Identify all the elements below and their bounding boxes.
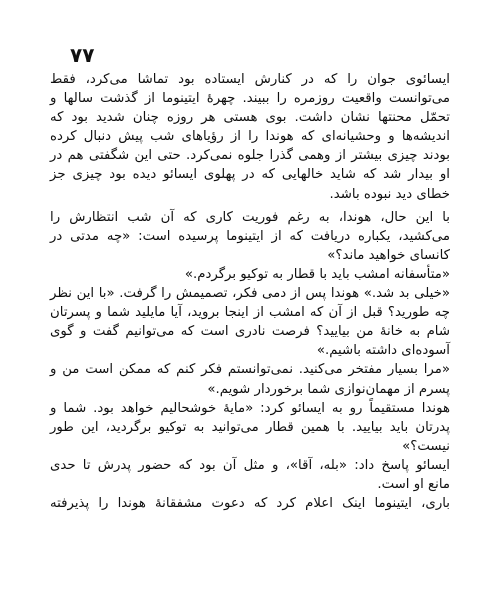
paragraph	[50, 399, 450, 456]
text-line: اندیشه‌ها و وحشیانه‌ای که هوندا را از رؤیاهای شب پیش دنبال کرده	[50, 129, 450, 145]
text-line: نیست؟»	[402, 438, 450, 454]
text-line: می‌کشید، یکباره دریافت که از ایتینوما پرسیده است: «چه مدتی در	[50, 228, 450, 244]
paragraph	[50, 284, 450, 360]
text-line: او بیدار شد که شاید خالهایی که در پهلوی ایسائو دیده بود چیزی جز	[50, 167, 450, 183]
text-line: مانع او است.	[377, 476, 450, 492]
text-line: هوندا مستقیماً رو به ایسائو کرد: «مایهٔ خوشحالیم خواهد بود. شما و	[50, 400, 450, 416]
text-line: چه طورید؟ قبل از آن که امشب از اینجا بروید، آیا مایلید شما و پسرتان	[50, 305, 450, 321]
text-line: تحمّل محنتها نشان داشت. بوی هستی هر روزه چنان شدید بود که	[50, 110, 450, 126]
text-line: کانسای خواهید ماند؟»	[327, 247, 450, 263]
paragraph	[50, 70, 450, 204]
text-line: خطای دید نبوده باشد.	[329, 186, 450, 202]
text-line: پدرتان باید بیایید. با همین قطار می‌توانید به توکیو برگردید، این طور	[50, 419, 450, 435]
text-line: ایسائو پاسخ داد: «بله، آقا»، و مثل آن بود که حضور پدرش تا حدی	[50, 457, 450, 473]
text-line: باری، ایتینوما اینک اعلام کرد که دعوت مشفقانهٔ هوندا را پذیرفته	[50, 496, 450, 512]
text-line: شام به خانهٔ من بیایید؟ فرصت نادری است که می‌توانیم گفت و گوی	[50, 324, 450, 340]
text-line: آسوده‌ای داشته باشیم.»	[316, 343, 450, 359]
text-line: با این حال، هوندا، به رغم فوریت کاری که آن شب انتظارش را	[50, 209, 450, 225]
paragraph	[50, 456, 450, 494]
paragraph	[50, 208, 450, 265]
text-line: «خیلی بد شد.» هوندا پس از دمی فکر، تصمیمش را گرفت. «با این نظر	[50, 286, 450, 302]
text-line: «متأسفانه امشب باید با قطار به توکیو برگردم.»	[184, 266, 450, 282]
paragraph	[50, 360, 450, 398]
body-text	[50, 70, 450, 513]
text-line: «مرا بسیار مفتخر می‌کنید. نمی‌توانستم فکر کنم که ممکن است من و	[50, 362, 450, 378]
text-line: می‌توانست واقعیت روزمره را ببیند. چهرهٔ ایتینوما از گذشت سالها و	[50, 91, 450, 107]
paragraph	[50, 265, 450, 284]
text-line: پسرم از مهمان‌نوازی شما برخوردار شویم.»	[207, 381, 450, 397]
text-line: بودند چیزی بیشتر از وهمی گذرا جلوه نمی‌کرد. حتی این شگفتی هم در	[50, 148, 450, 164]
page-number: ۷۷	[70, 43, 95, 67]
paragraph	[50, 494, 450, 513]
text-line: ایسائوی جوان را که در کنارش ایستاده بود تماشا می‌کرد، فقط	[50, 72, 450, 87]
